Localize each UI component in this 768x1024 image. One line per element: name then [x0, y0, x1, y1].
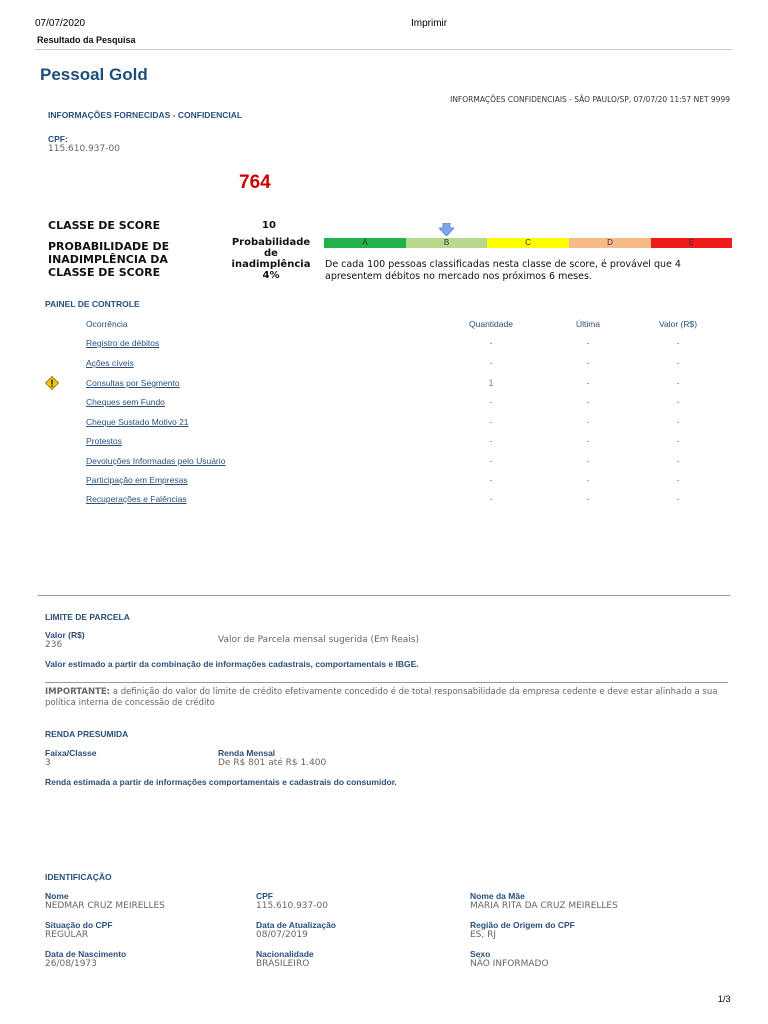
- quantity-cell: -: [489, 456, 493, 466]
- value-cell: -: [676, 397, 680, 407]
- score-value: 764: [239, 172, 271, 193]
- important-text: a definição do valor do limite de crédito efetivamente concedido é de total responsabilidade da empresa cedente e deve estar alinhado a sua política interna de concessão de crédito: [45, 687, 718, 708]
- id-field-label: Nome da Mãe: [470, 891, 525, 901]
- section-divider: [38, 595, 730, 596]
- header-divider: [35, 49, 732, 50]
- last-cell: -: [586, 456, 590, 466]
- limit-section-title: LIMITE DE PARCELA: [45, 612, 130, 622]
- monthly-income-label: Renda Mensal: [218, 748, 276, 758]
- table-row: [0, 456, 768, 470]
- important-divider: [45, 682, 728, 683]
- value-cell: -: [676, 436, 680, 446]
- value-cell: -: [676, 475, 680, 485]
- limit-value: 236: [45, 640, 63, 650]
- last-cell: -: [586, 417, 590, 427]
- id-field-value: ES, RJ: [470, 930, 497, 940]
- last-cell: -: [586, 494, 590, 504]
- score-class-bar: [324, 238, 732, 248]
- table-row: [0, 475, 768, 489]
- score-segment-e: [651, 238, 732, 248]
- income-note: Renda estimada a partir de informações comportamentais e cadastrais do consumidor.: [45, 777, 397, 787]
- score-segment-a: [324, 238, 406, 248]
- page-subtitle: Resultado da Pesquisa: [37, 35, 136, 45]
- id-field-value: 26/08/1973: [45, 959, 97, 969]
- occurrence-link[interactable]: Ações cíveis: [86, 358, 134, 368]
- page-title: Pessoal Gold: [40, 65, 148, 84]
- probability-text-1: Probabilidade: [231, 237, 311, 248]
- table-row: [0, 417, 768, 431]
- occurrence-link[interactable]: Devoluções Informadas pelo Usuário: [86, 456, 226, 466]
- last-cell: -: [586, 378, 590, 388]
- quantity-cell: -: [489, 338, 493, 348]
- table-row: [0, 358, 768, 372]
- quantity-cell: -: [489, 494, 493, 504]
- score-segment-d: [569, 238, 651, 248]
- probability-box: [225, 237, 317, 281]
- probability-percent: 4%: [262, 270, 280, 281]
- id-field-value: MARIA RITA DA CRUZ MEIRELLES: [470, 901, 618, 911]
- col-header-last: Última: [575, 319, 601, 329]
- table-row: [0, 378, 768, 392]
- id-field-label: Sexo: [470, 949, 491, 959]
- last-cell: -: [586, 436, 590, 446]
- last-cell: -: [586, 397, 590, 407]
- print-header-title: Imprimir: [411, 18, 448, 29]
- score-segment-c-label: C: [525, 238, 531, 247]
- id-field-label: Nacionalidade: [256, 949, 314, 959]
- confidential-label: INFORMAÇÕES FORNECIDAS - CONFIDENCIAL: [48, 110, 243, 120]
- occurrence-link[interactable]: Consultas por Segmento: [86, 378, 180, 388]
- probability-text-2: de: [264, 248, 278, 259]
- col-header-occurrence: Ocorrência: [86, 319, 128, 329]
- col-header-value: Valor (R$): [658, 319, 698, 329]
- occurrence-link[interactable]: Participação em Empresas: [86, 475, 188, 485]
- last-cell: -: [586, 338, 590, 348]
- income-class-label: Faixa/Classe: [45, 748, 97, 758]
- id-field-label: Situação do CPF: [45, 920, 113, 930]
- score-class-label: CLASSE DE SCORE: [48, 219, 161, 232]
- score-segment-b: [406, 238, 487, 248]
- quantity-cell: -: [489, 358, 493, 368]
- quantity-cell: -: [489, 397, 493, 407]
- id-field-label: CPF: [256, 891, 273, 901]
- value-cell: -: [676, 494, 680, 504]
- id-field-value: 115.610.937-00: [256, 901, 328, 911]
- table-row: [0, 338, 768, 352]
- occurrence-link[interactable]: Registro de débitos: [86, 338, 160, 348]
- score-segment-a-label: A: [362, 238, 368, 247]
- id-field-value: 08/07/2019: [256, 930, 308, 940]
- table-row: [0, 494, 768, 508]
- warning-icon: [45, 376, 59, 390]
- page-number: 1/3: [718, 994, 731, 1004]
- important-label: IMPORTANTE:: [45, 687, 111, 697]
- quantity-cell: -: [489, 436, 493, 446]
- value-cell: -: [676, 338, 680, 348]
- occurrence-link[interactable]: Recuperações e Falências: [86, 494, 187, 504]
- score-marker-arrow-icon: [439, 223, 454, 236]
- id-field-value: NÃO INFORMADO: [470, 959, 549, 969]
- score-segment-c: [487, 238, 569, 248]
- table-row: [0, 436, 768, 450]
- income-class-value: 3: [45, 758, 51, 768]
- quantity-cell: -: [489, 475, 493, 485]
- probability-label: PROBABILIDADE DE INADIMPLÊNCIA DA CLASSE DE SCORE: [48, 240, 170, 279]
- quantity-cell: -: [489, 417, 493, 427]
- score-description: De cada 100 pessoas classificadas nesta classe de score, é provável que 4 apresentem débitos no mercado nos próximos 6 meses.: [325, 259, 681, 282]
- value-cell: -: [676, 456, 680, 466]
- probability-text-3: inadimplência: [231, 259, 311, 270]
- important-note: [45, 687, 730, 709]
- col-header-quantity: Quantidade: [469, 319, 513, 329]
- score-class-value: 10: [262, 220, 276, 231]
- id-field-label: Data de Atualização: [256, 920, 336, 930]
- limit-value-label: Valor (R$): [45, 630, 85, 640]
- income-section-title: RENDA PRESUMIDA: [45, 729, 129, 739]
- identification-section-title: IDENTIFICAÇÃO: [45, 872, 112, 882]
- last-cell: -: [586, 475, 590, 485]
- table-row: [0, 397, 768, 411]
- id-field-label: Data de Nascimento: [45, 949, 127, 959]
- occurrence-link[interactable]: Protestos: [86, 436, 122, 446]
- score-segment-b-label: B: [443, 238, 450, 247]
- limit-note: Valor estimado a partir da combinação de informações cadastrais, comportamentais e IBGE.: [45, 659, 419, 669]
- last-cell: -: [586, 358, 590, 368]
- score-segment-d-label: D: [607, 238, 613, 247]
- print-date: 07/07/2020: [35, 18, 86, 29]
- value-cell: -: [676, 358, 680, 368]
- limit-value-description: Valor de Parcela mensal sugerida (Em Reais): [218, 635, 419, 645]
- value-cell: -: [676, 417, 680, 427]
- id-field-value: BRASILEIRO: [256, 959, 310, 969]
- cpf-label: CPF:: [48, 134, 68, 144]
- occurrence-link[interactable]: Cheque Sustado Motivo 21: [86, 417, 189, 427]
- id-field-label: Região de Origem do CPF: [470, 920, 575, 930]
- id-field-label: Nome: [45, 891, 69, 901]
- occurrence-link[interactable]: Cheques sem Fundo: [86, 397, 165, 407]
- cpf-value: 115.610.937-00: [48, 144, 120, 154]
- monthly-income-value: De R$ 801 até R$ 1.400: [218, 758, 327, 768]
- quantity-cell: 1: [488, 378, 494, 388]
- control-panel-title: PAINEL DE CONTROLE: [45, 299, 140, 309]
- value-cell: -: [676, 378, 680, 388]
- id-field-value: NEDMAR CRUZ MEIRELLES: [45, 901, 165, 911]
- score-segment-e-label: E: [688, 238, 695, 247]
- confidential-info-line: INFORMAÇÕES CONFIDENCIAIS - SÃO PAULO/SP, 07/07/20 11:57 NET 9999: [450, 95, 730, 104]
- id-field-value: REGULAR: [45, 930, 89, 940]
